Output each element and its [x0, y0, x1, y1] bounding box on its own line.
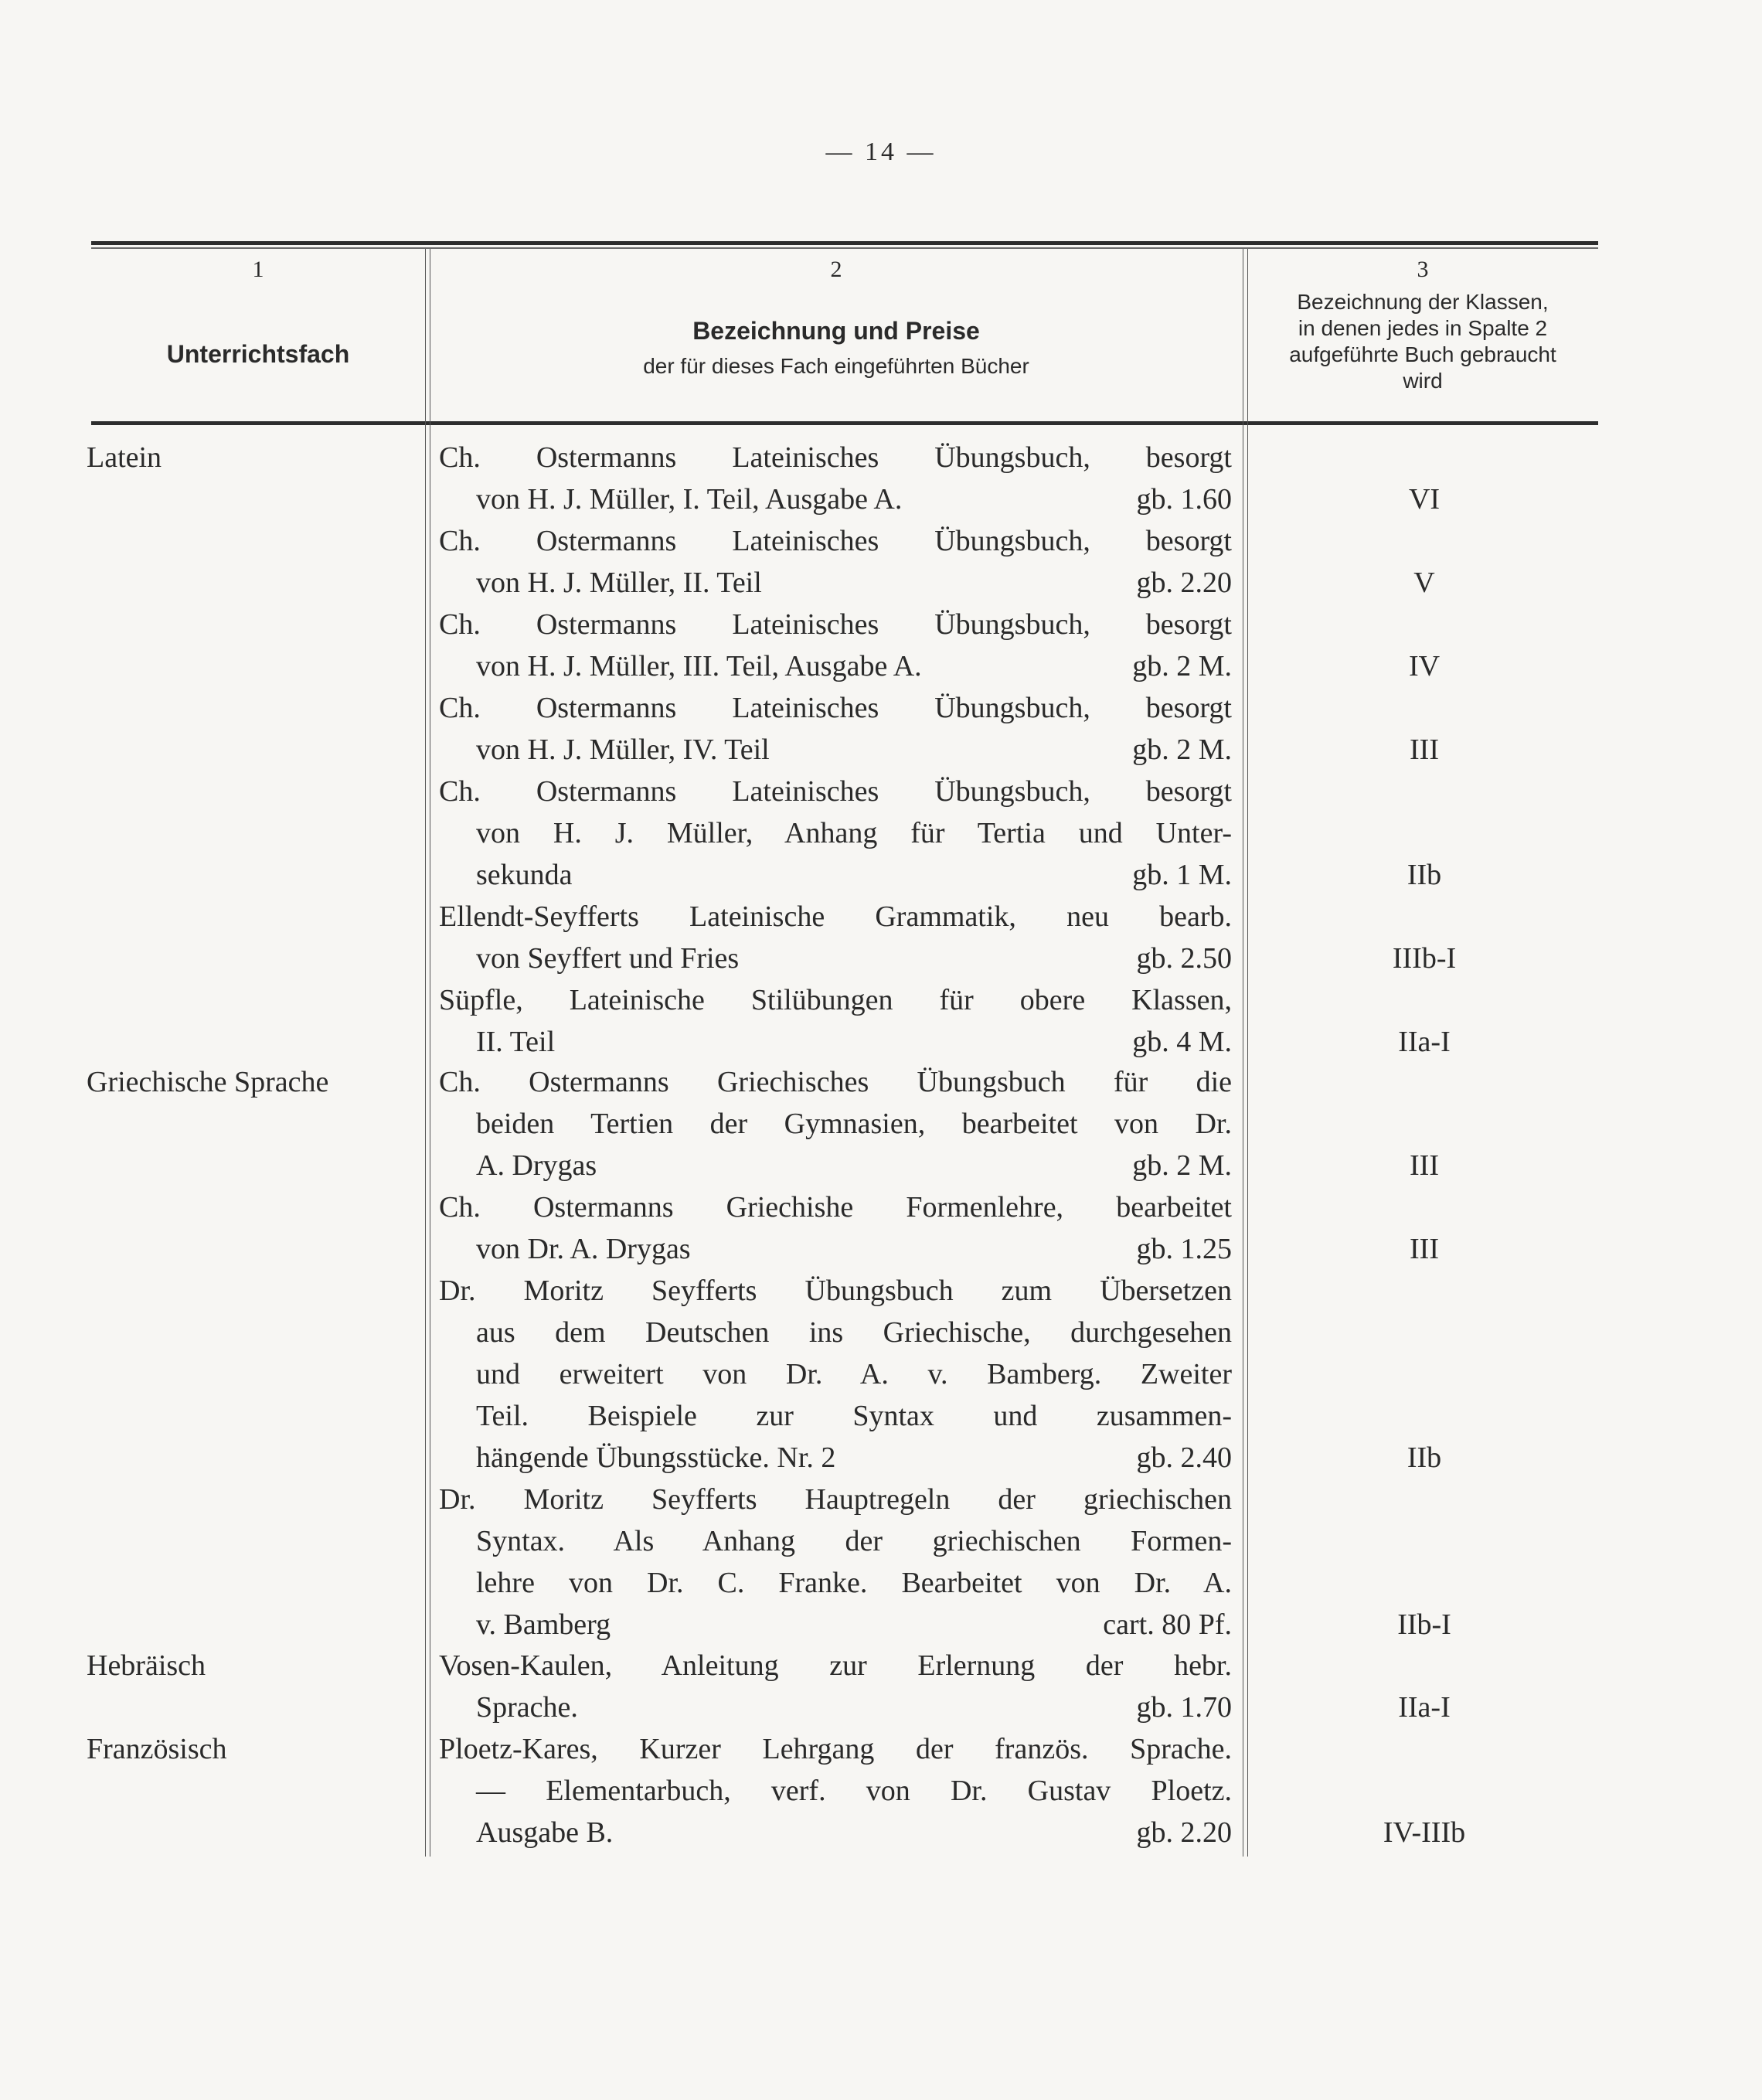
col1-number: 1	[252, 257, 264, 282]
book-line: beiden Tertien der Gymnasien, bearbeitet von Dr.	[476, 1108, 1232, 1140]
book-line: von H. J. Müller, III. Teil, Ausgabe A. gb. 2 M.	[439, 645, 1232, 687]
col1-title: Unterrichtsfach	[166, 340, 350, 368]
book-price: gb. 1.60	[1136, 483, 1232, 516]
page-number: — 14 —	[825, 138, 937, 166]
book-price: gb. 1 M.	[1132, 859, 1232, 891]
book-line: von Dr. A. Drygas gb. 1.25	[439, 1228, 1232, 1270]
book-line: Ploetz-Kares, Kurzer Lehrgang der französ. Sprache.	[439, 1733, 1232, 1765]
book-line: von H. J. Müller, II. Teil gb. 2.20	[439, 562, 1232, 604]
book-entry	[439, 687, 1232, 771]
book-line: II. Teil gb. 4 M.	[439, 1021, 1232, 1063]
book-entry	[439, 437, 1232, 520]
col2-title: Bezeichnung und Preise	[692, 317, 980, 345]
book-entry	[439, 1186, 1232, 1270]
book-line: Ch. Ostermanns Griechishe Formenlehre, bearbeitet	[439, 1191, 1232, 1224]
book-line: Süpfle, Lateinische Stilübungen für obere Klassen,	[439, 984, 1232, 1016]
col2-subtitle: der für dieses Fach eingeführten Bücher	[643, 354, 1029, 378]
book-line: Ch. Ostermanns Lateinisches Übungsbuch, besorgt	[439, 775, 1232, 808]
class-designation: IIa-I	[1398, 1026, 1451, 1058]
book-price: gb. 1.25	[1136, 1233, 1232, 1265]
class-designation: IIIb-I	[1392, 942, 1457, 975]
col2-number: 2	[830, 257, 842, 282]
book-entry	[439, 520, 1232, 604]
book-price: gb. 2.40	[1136, 1441, 1232, 1474]
book-line: Ellendt-Seyfferts Lateinische Grammatik, neu bearb.	[439, 900, 1232, 933]
book-price: gb. 2.20	[1136, 567, 1232, 599]
book-line: lehre von Dr. C. Franke. Bearbeitet von Dr. A.	[476, 1567, 1232, 1599]
book-line: Ausgabe B. gb. 2.20	[439, 1812, 1232, 1853]
book-line: Ch. Ostermanns Lateinisches Übungsbuch, besorgt	[439, 608, 1232, 641]
col3-number: 3	[1417, 257, 1429, 282]
book-line: Syntax. Als Anhang der griechischen Formen-	[476, 1525, 1232, 1557]
book-price: gb. 1.70	[1136, 1691, 1232, 1724]
book-entry	[439, 1728, 1232, 1853]
book-price: cart. 80 Pf.	[1103, 1608, 1232, 1641]
book-entry	[439, 1645, 1232, 1728]
book-entry	[439, 1061, 1232, 1186]
book-price: gb. 2.50	[1136, 942, 1232, 975]
book-line: von H. J. Müller, IV. Teil gb. 2 M.	[439, 729, 1232, 771]
book-price: gb. 2.20	[1136, 1816, 1232, 1849]
book-line: Ch. Ostermanns Griechisches Übungsbuch für die	[439, 1066, 1232, 1098]
book-price: gb. 2 M.	[1132, 650, 1232, 682]
book-line: Ch. Ostermanns Lateinisches Übungsbuch, besorgt	[439, 525, 1232, 557]
subject-franzoesisch: Französisch	[87, 1733, 227, 1765]
book-entry	[439, 1270, 1232, 1479]
class-designation: IV-IIIb	[1383, 1816, 1466, 1849]
book-line: A. Drygas gb. 2 M.	[439, 1145, 1232, 1186]
subject-latein: Latein	[87, 441, 162, 474]
book-line: von Seyffert und Fries gb. 2.50	[439, 938, 1232, 979]
class-designation: IIb	[1407, 859, 1442, 891]
book-line: Dr. Moritz Seyfferts Übungsbuch zum Übersetzen	[439, 1275, 1232, 1307]
book-entry	[439, 604, 1232, 687]
subject-griechisch: Griechische Sprache	[87, 1066, 329, 1098]
book-line: Sprache. gb. 1.70	[439, 1686, 1232, 1728]
book-price: gb. 2 M.	[1132, 1149, 1232, 1182]
column-divider-2b	[1247, 249, 1248, 1857]
book-line: Teil. Beispiele zur Syntax und zusammen-	[476, 1400, 1232, 1432]
class-designation: IIb-I	[1397, 1608, 1451, 1641]
book-line: und erweitert von Dr. A. v. Bamberg. Zweiter	[476, 1358, 1232, 1390]
book-entry	[439, 896, 1232, 979]
book-line: v. Bamberg cart. 80 Pf.	[439, 1604, 1232, 1646]
class-designation: V	[1413, 567, 1435, 599]
book-line: hängende Übungsstücke. Nr. 2 gb. 2.40	[439, 1437, 1232, 1479]
class-designation: IIa-I	[1398, 1691, 1451, 1724]
book-line: Ch. Ostermanns Lateinisches Übungsbuch, besorgt	[439, 692, 1232, 724]
class-designation: III	[1410, 733, 1439, 766]
book-line: von H. J. Müller, I. Teil, Ausgabe A. gb. 1.60	[439, 478, 1232, 520]
col3-title: Bezeichnung der Klassen, in denen jedes in Spalte 2 aufgeführte Buch gebraucht wird	[1289, 290, 1556, 393]
book-line: Vosen-Kaulen, Anleitung zur Erlernung der hebr.	[439, 1649, 1232, 1682]
column-divider-1	[425, 249, 426, 1857]
book-price: gb. 4 M.	[1132, 1026, 1232, 1058]
book-line: aus dem Deutschen ins Griechische, durchgesehen	[476, 1316, 1232, 1349]
table-top-rule	[91, 241, 1598, 245]
class-designation: III	[1410, 1149, 1439, 1182]
book-entry	[439, 1479, 1232, 1646]
class-designation: III	[1410, 1233, 1439, 1265]
book-line: sekunda gb. 1 M.	[439, 854, 1232, 896]
book-line: Ch. Ostermanns Lateinisches Übungsbuch, besorgt	[439, 441, 1232, 474]
class-designation: IV	[1408, 650, 1441, 682]
book-entry	[439, 771, 1232, 896]
book-line: Dr. Moritz Seyfferts Hauptregeln der griechischen	[439, 1483, 1232, 1516]
class-designation: IIb	[1407, 1441, 1442, 1474]
header-bottom-rule	[91, 421, 1598, 425]
book-line: von H. J. Müller, Anhang für Tertia und Unter-	[476, 817, 1232, 849]
class-designation: VI	[1408, 483, 1441, 516]
book-price: gb. 2 M.	[1132, 733, 1232, 766]
subject-hebraeisch: Hebräisch	[87, 1649, 206, 1682]
book-entry	[439, 979, 1232, 1063]
book-line: — Elementarbuch, verf. von Dr. Gustav Ploetz.	[476, 1775, 1232, 1807]
table-top-rule-thin	[91, 247, 1598, 249]
